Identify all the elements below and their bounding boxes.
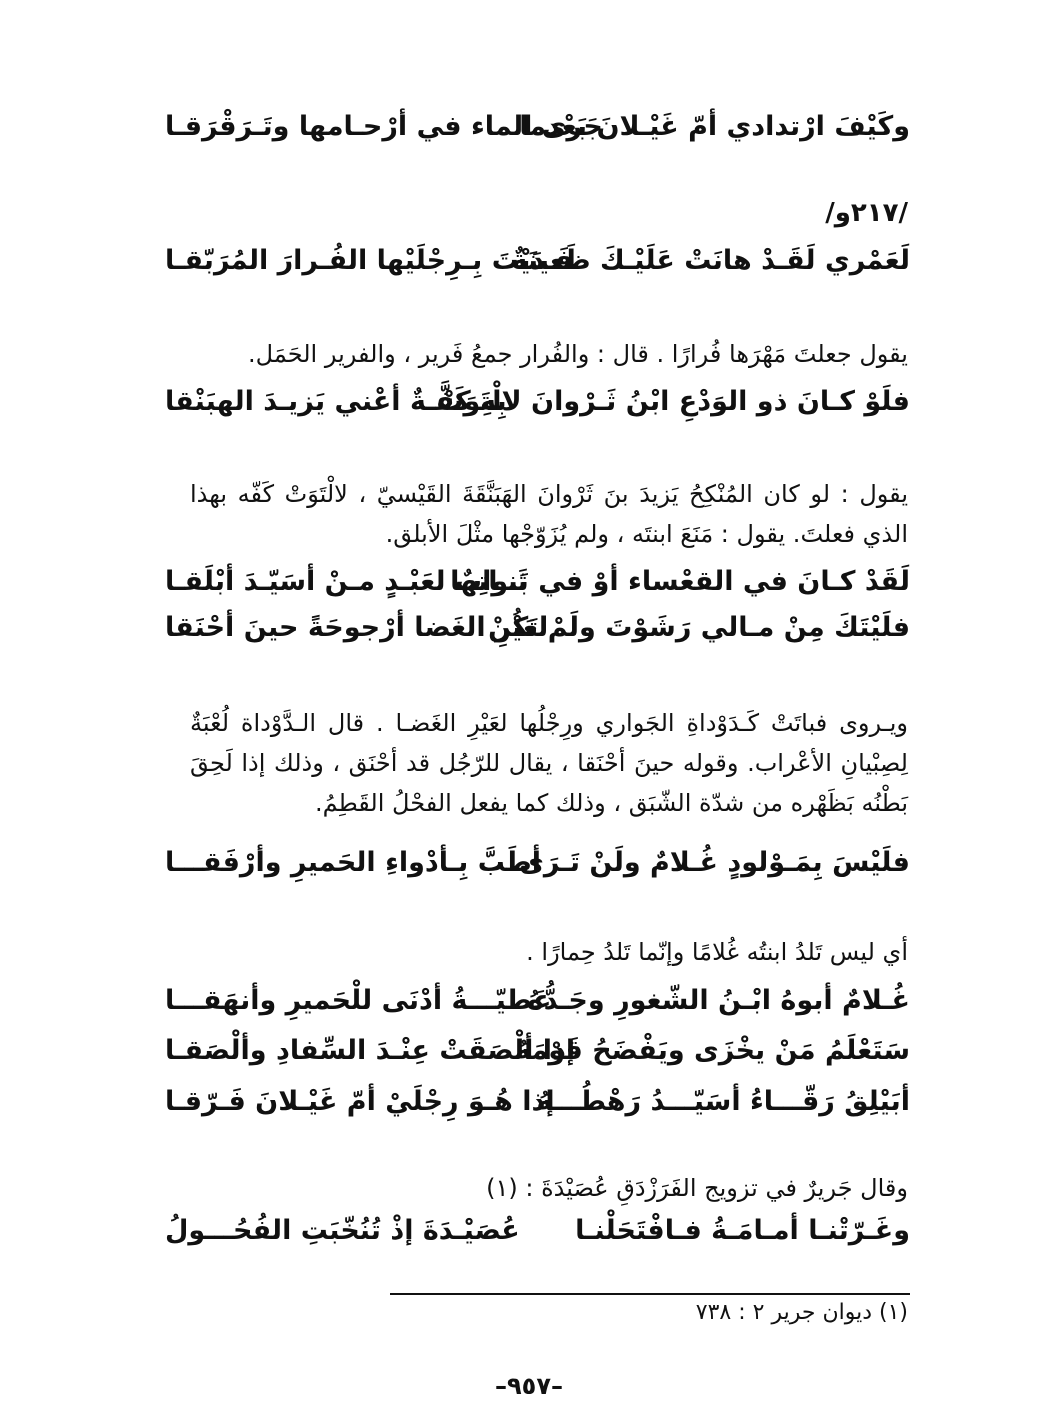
verse-second-hemistich: إذا ألْصَقَتْ عِنْـدَ السِّفادِ وألْصَقـا (165, 1035, 576, 1066)
verse-first-hemistich: فلَيْتَكَ مِنْ مـالي رَشَوْتَ ولَمْ تَكُنْ (488, 612, 910, 643)
footnote: (١) ديوان جرير ٢ : ٧٣٨ (695, 1300, 908, 1325)
commentary-paragraph: يقول : لو كان المُنْكِحُ يَزيدَ بنَ ثَرْوانَ الهَبَنَّقَةَ القَيْسيّ ، لالْتَوَتْ كَفّه بهذا الذي فعلتَ. يقول : مَنَعَ ابنتَه ، ولم يُزَوّجْها مثْلَ الأبلق. (190, 480, 908, 548)
verse-second-hemistich: لعَيْرِ الغَضا أرْجوحَةً حينَ أحْنَقا (165, 612, 549, 643)
verse-second-hemistich: عَطيّـــةُ أدْنَى للْحَميرِ وأنهَقـــا (165, 985, 552, 1016)
verse-first-hemistich: غُـلامٌ أبوهُ ابْـنُ الشّغورِ وجَـدُّهُ (527, 985, 910, 1016)
verse-second-hemistich: عُصَيْـدَةَ إذْ تُنُخّبَتِ الفُحُـــولُ (165, 1215, 520, 1246)
page-number: –٩٥٧– (495, 1372, 563, 1400)
footnote-divider (390, 1293, 910, 1295)
verse-first-hemistich: لَعَمْري لَقَـدْ هانَتْ عَلَيْـكَ ظَعينَةٌ (511, 245, 910, 276)
verse-first-hemistich: وكَيْفَ ارْتدادي أمّ غَيْـلانَ بَعْدما (519, 111, 910, 142)
verse-line (165, 557, 910, 607)
verse-second-hemistich: إذا هُـوَ رِجْلَيْ أمّ غَيْـلانَ فَـرّقـا (165, 1086, 555, 1117)
commentary-paragraph: وقال جَريرٌ في تزويج الفَرَزْدَقِ عُصَيْدَةَ : (١) (486, 1174, 908, 1202)
verse-first-hemistich: أبَيْلِقُ رَقّـــاءُ أسَيّـــدُ رَهْطُـــهُ (536, 1086, 910, 1117)
verse-second-hemistich: ثَـوابٌ لعَبْـدٍ مـنْ أسَيّـدَ أبْلَقـا (165, 566, 528, 597)
verse-line (165, 1026, 910, 1076)
verse-line (165, 1206, 910, 1256)
verse-second-hemistich: أطَبَّ بِـأدْواءِ الحَميرِ وأرْفَقـــا (165, 847, 541, 878)
verse-line (165, 1077, 910, 1127)
verse-line (165, 603, 910, 653)
verse-second-hemistich: فَـدَيْتَ بِـرِجْلَيْها الفُـرارَ المُرَبّقـا (165, 245, 573, 276)
commentary-paragraph: أي ليس تَلدُ ابنتُه غُلامًا وإنّما تَلدُ حِمارًا . (526, 938, 908, 966)
verse-line (165, 236, 910, 286)
verse-second-hemistich: بِهِ كَفَّـةٌ أعْني يَزيـدَ الهبَنْقا (165, 386, 507, 417)
verse-first-hemistich: فلَيْسَ بِمَـوْلودٍ غُـلامٌ ولَنْ تَـرَى (519, 847, 910, 878)
verse-line (165, 102, 910, 152)
verse-line (165, 377, 910, 427)
commentary-paragraph: ويـروى فباتَتْ كَـدَوْداةِ الجَواري ورِجْلُها لعَيْرِ الغَضـا . قال الـدَّوْداة لُعْبَةٌ لِصِبْيانِ الأعْراب. وقوله حينَ أحْنَقا ، يقال للرّجُل قد أحْنَق ، وذلك إذا لَحِقَ بَطْنُه بَظَهْره من شدّة الشّبَق ، وذلك كما يفعل الفحْلُ القَطِمُ. (190, 709, 908, 817)
verse-first-hemistich: لَقَدْ كـانَ في القعْساء أوْ في بَنـاتِها (450, 566, 910, 597)
verse-first-hemistich: وغَـرّتْنـا أمـامَـةُ فـافْتَحَلْنـا (575, 1215, 910, 1246)
verse-second-hemistich: جَرى الماء في أرْحـامها وتَـرَقْرَقـا (165, 111, 603, 142)
folio-mark: /٢١٧و/ (825, 198, 908, 228)
verse-line (165, 838, 910, 888)
verse-first-hemistich: سَتَعْلَمُ مَنْ يخْزَى ويَفْضَحُ قَوْمَهُ (515, 1035, 910, 1066)
verse-line (165, 976, 910, 1026)
commentary-paragraph: يقول جعلتَ مَهْرَها فُرارًا . قال : والفُرار جمعُ فَرير ، والفرير الحَمَل. (248, 340, 908, 368)
verse-first-hemistich: فلَوْ كـانَ ذو الوَدْعِ ابْنُ ثَـرْوانَ لالْتَوَتْ (436, 386, 910, 417)
